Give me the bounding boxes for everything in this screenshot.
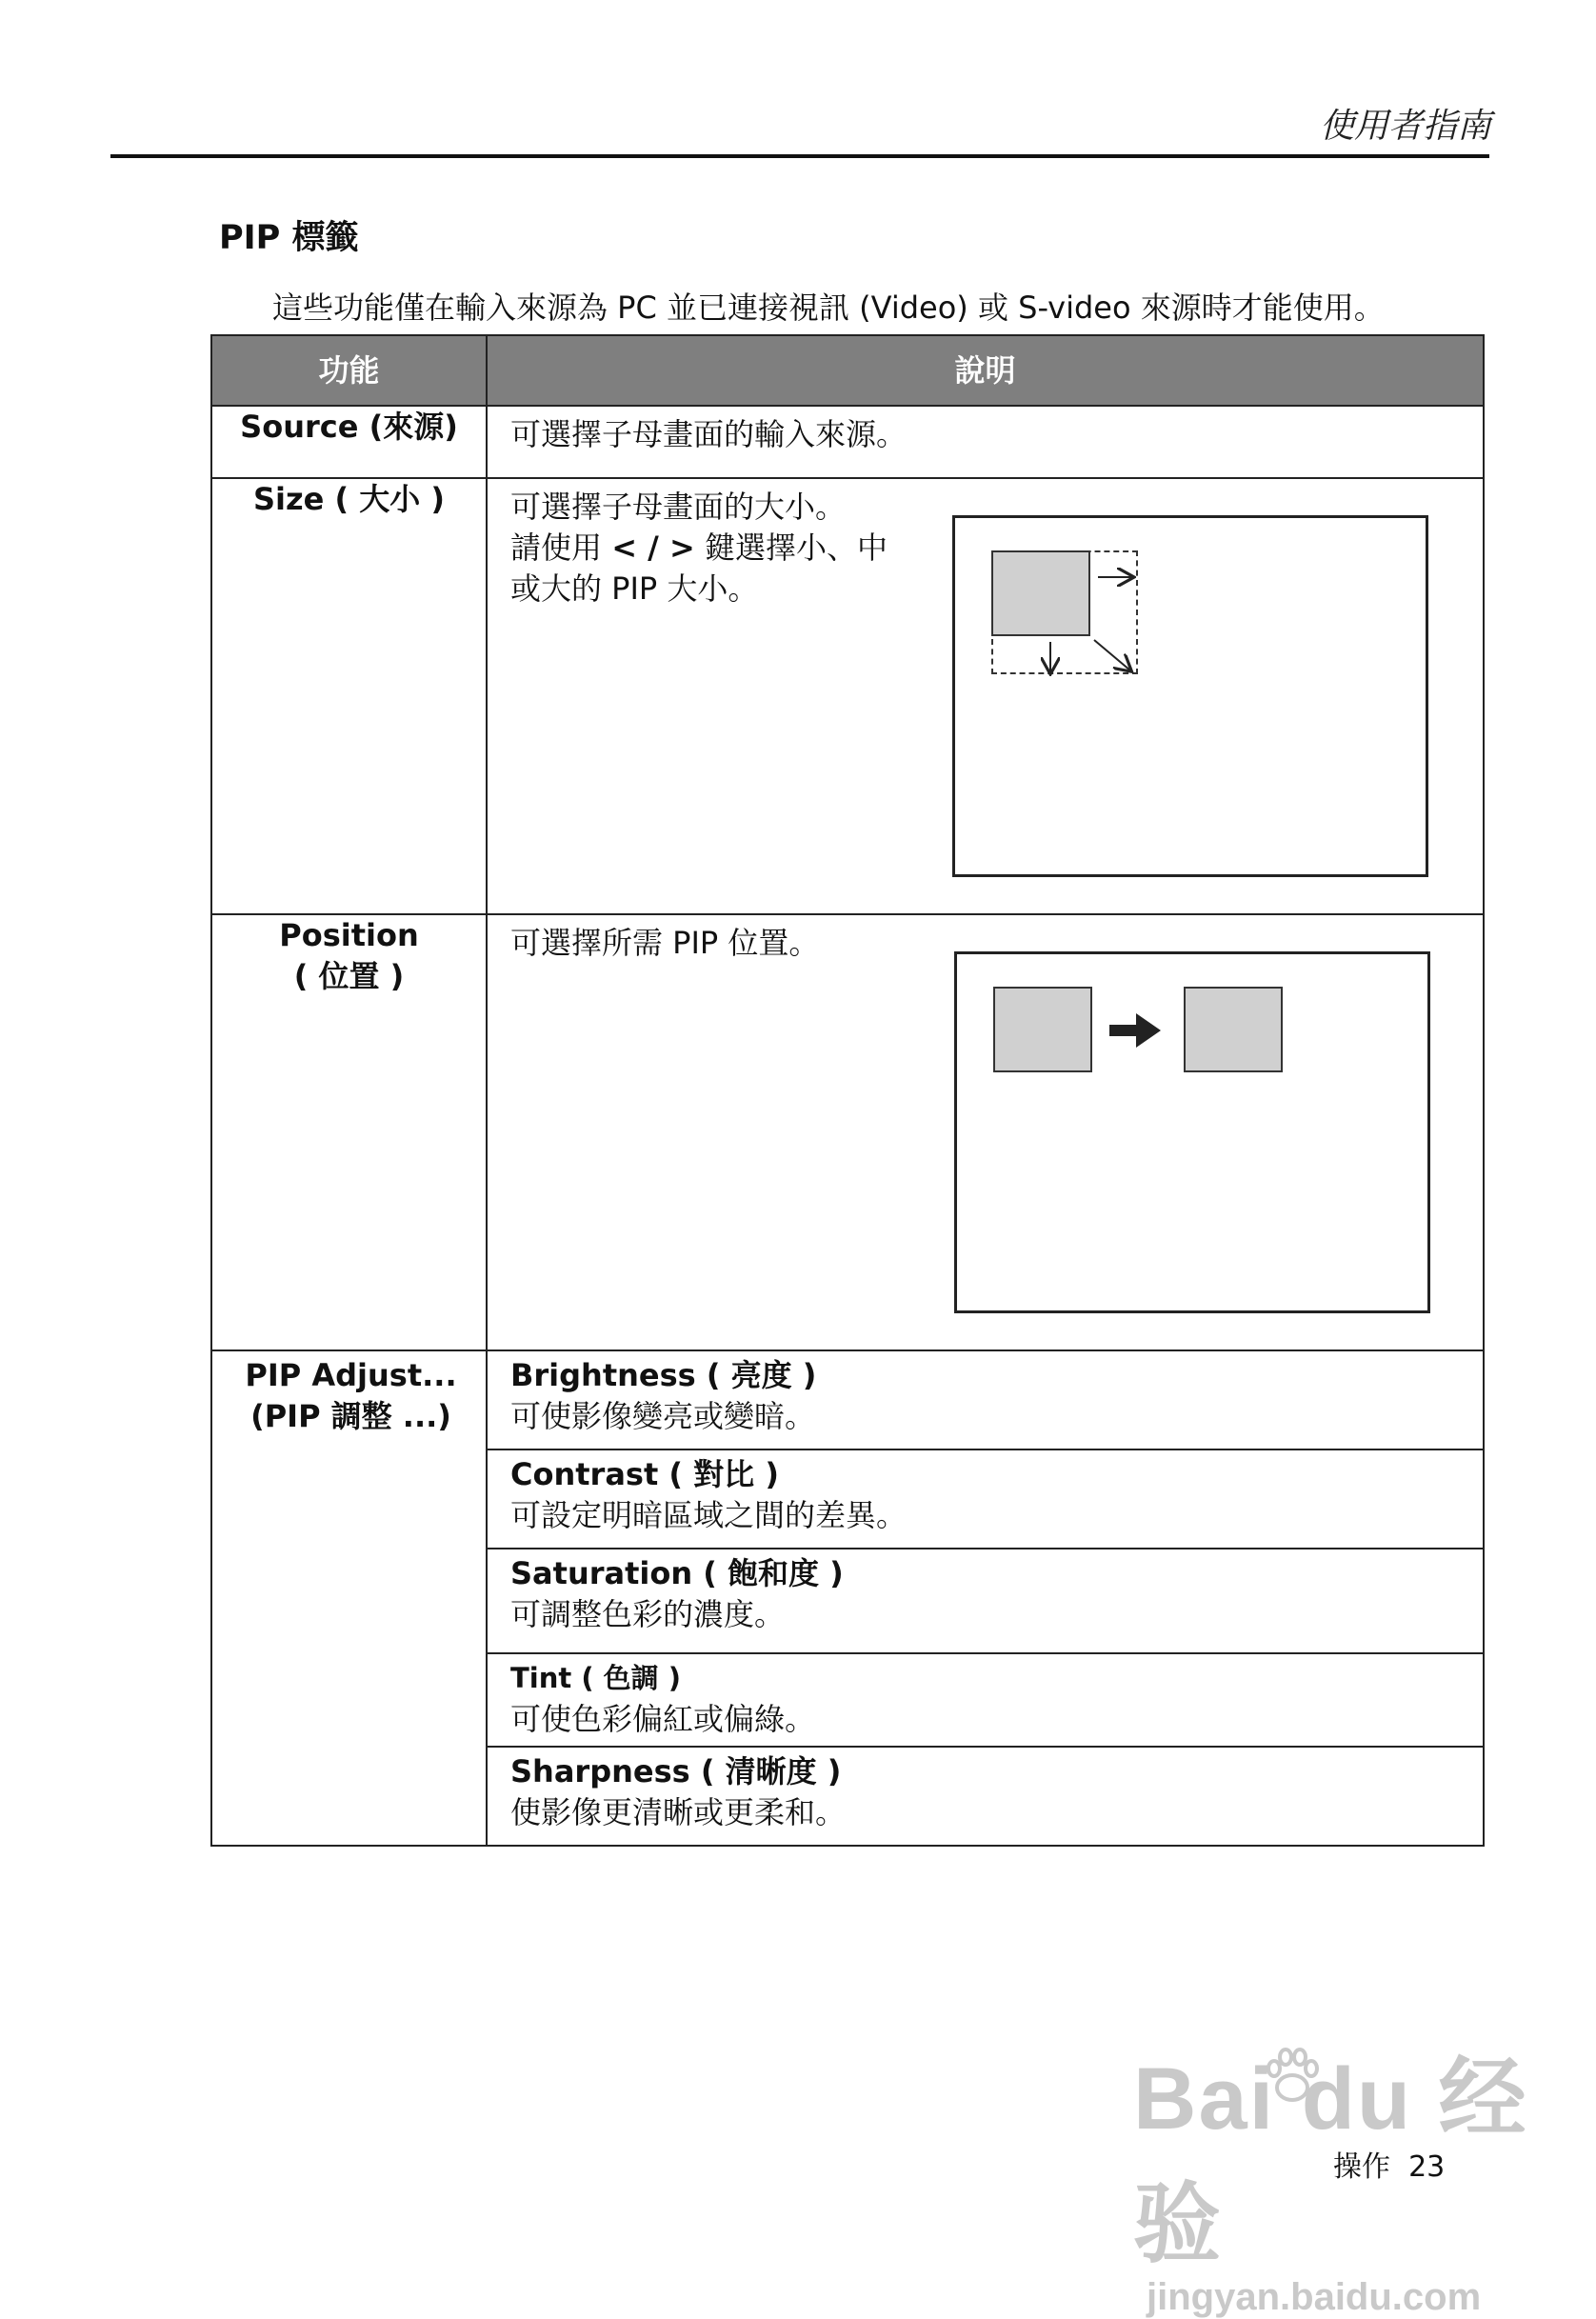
table-row-source (211, 406, 1484, 478)
size-desc-line1: 可選擇子母畫面的大小。 (510, 489, 847, 525)
size-arrows-icon (955, 518, 1426, 874)
size-desc-line2 (510, 528, 948, 569)
move-arrow-icon (1107, 1010, 1165, 1051)
paw-logo-icon (1259, 2044, 1326, 2110)
desc-source: 可選擇子母畫面的輸入來源。 (487, 406, 1484, 478)
adjust-item-title: Brightness ( 亮度 ) (510, 1357, 817, 1393)
adjust-item-desc: 使影像更清晰或更柔和。 (510, 1794, 847, 1830)
page-footer (1333, 2143, 1445, 2185)
header-function: 功能 (211, 335, 487, 406)
adjust-item-brightness (487, 1350, 1484, 1449)
adjust-name-line1: PIP Adjust... (245, 1357, 457, 1393)
header-rule (110, 154, 1489, 158)
size-desc-line2-pre: 請使用 (510, 530, 612, 566)
table-row-adjust-brightness (211, 1350, 1484, 1449)
adjust-item-title: Contrast ( 對比 ) (510, 1456, 779, 1492)
size-desc-line2-post: 鍵選擇小、中 (694, 530, 888, 566)
pip-window-from (993, 987, 1092, 1072)
adjust-name-line2: (PIP 調整 ...) (250, 1398, 451, 1434)
desc-position (487, 914, 1484, 1350)
page-number: 23 (1408, 2150, 1446, 2184)
size-desc-line3: 或大的 PIP 大小。 (510, 570, 759, 607)
adjust-item-title: Sharpness ( 清晰度 ) (510, 1753, 842, 1789)
adjust-item-desc: 可使色彩偏紅或偏綠。 (510, 1701, 816, 1737)
adjust-item-desc: 可設定明暗區域之間的差異。 (510, 1497, 908, 1533)
adjust-item-sharpness (487, 1747, 1484, 1846)
size-diagram (952, 515, 1428, 877)
header-description: 說明 (487, 335, 1484, 406)
function-source: Source (來源) (211, 406, 487, 478)
function-size: Size ( 大小 ) (211, 478, 487, 914)
adjust-item-title: Saturation ( 飽和度 ) (510, 1555, 844, 1591)
table-header-row (211, 335, 1484, 406)
running-header-title: 使用者指南 (1319, 107, 1491, 146)
pip-window-to (1184, 987, 1283, 1072)
position-name-line1: Position (279, 917, 419, 953)
adjust-item-title: Tint ( 色調 ) (510, 1662, 682, 1694)
footer-label: 操作 (1333, 2150, 1390, 2184)
size-desc-text (510, 487, 948, 610)
adjust-item-desc: 可使影像變亮或變暗。 (510, 1398, 816, 1434)
position-name-line2: ( 位置 ) (293, 958, 405, 994)
table-row-size (211, 478, 1484, 914)
adjust-item-tint (487, 1653, 1484, 1747)
watermark-sub-text: jingyan.baidu.com (1147, 2276, 1482, 2318)
function-position (211, 914, 487, 1350)
pip-function-table (210, 334, 1485, 1847)
size-keys: < / > (611, 530, 695, 566)
adjust-item-saturation (487, 1549, 1484, 1653)
adjust-item-contrast (487, 1449, 1484, 1549)
position-diagram (954, 951, 1430, 1313)
section-title: PIP 標籤 (219, 219, 359, 257)
position-desc-text: 可選擇所需 PIP 位置。 (510, 925, 820, 961)
table-row-position (211, 914, 1484, 1350)
desc-size (487, 478, 1484, 914)
watermark-main-text: Bai du 经验 (1133, 2050, 1528, 2273)
section-intro: 這些功能僅在輸入來源為 PC 並已連接視訊 (Video) 或 S-video 來源時才能使用。 (272, 290, 1385, 326)
function-pip-adjust (211, 1350, 487, 1846)
adjust-item-desc: 可調整色彩的濃度。 (510, 1596, 786, 1632)
